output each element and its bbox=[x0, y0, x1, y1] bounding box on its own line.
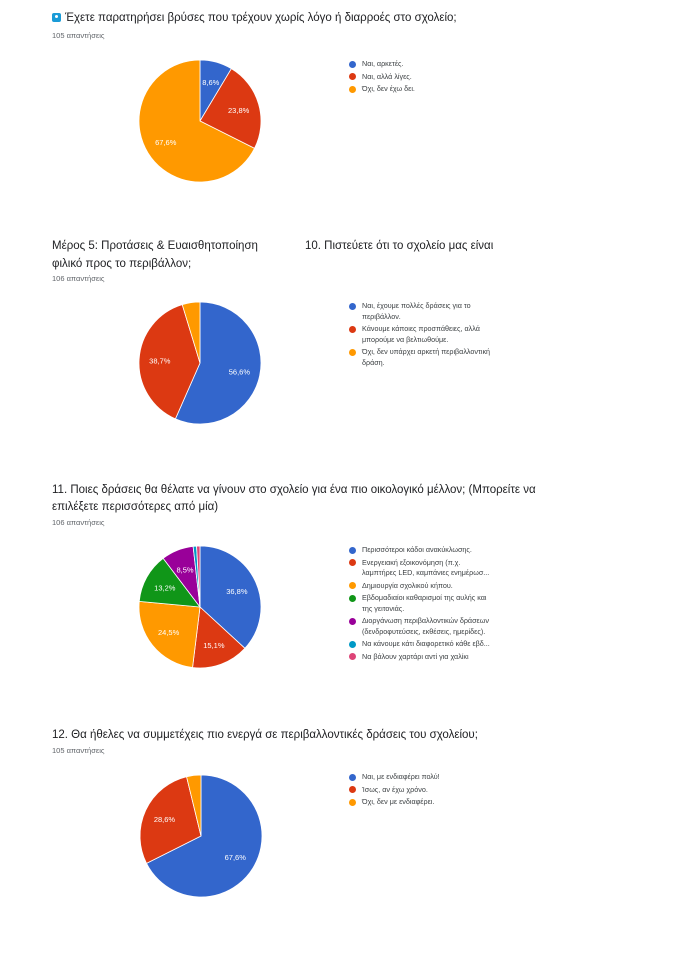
question-title-3a: 11. Ποιες δράσεις θα θέλατε να γίνουν στο σχολείο για ένα πιο οικολογικό μέλλον; (Μπορείτε να bbox=[52, 484, 536, 496]
legend-label: Ναι, αλλά λίγες. bbox=[362, 71, 412, 81]
question-title-2c: φιλικό προς το περιβάλλον; bbox=[52, 258, 192, 270]
legend-1 bbox=[349, 59, 549, 97]
response-count-4: 105 απαντήσεις bbox=[52, 746, 105, 755]
legend-item bbox=[349, 639, 549, 650]
slice-label: 67,6% bbox=[155, 138, 177, 148]
legend-dot-icon bbox=[349, 61, 356, 68]
slice-label: 67,6% bbox=[224, 853, 246, 863]
legend-dot-icon bbox=[349, 86, 356, 93]
legend-item bbox=[349, 347, 549, 368]
legend-item bbox=[349, 772, 549, 783]
slice-label: 15,1% bbox=[203, 640, 225, 650]
pie-chart-2 bbox=[139, 302, 261, 424]
legend-label: Εβδομαδιαίοι καθαρισμοί της αυλής και της γειτονιάς. bbox=[362, 593, 487, 613]
legend-dot-icon bbox=[349, 73, 356, 80]
pin-icon bbox=[52, 13, 61, 22]
legend-item bbox=[349, 785, 549, 796]
pie-chart-1 bbox=[139, 60, 261, 182]
legend-dot-icon bbox=[349, 618, 356, 625]
slice-label: 38,7% bbox=[149, 356, 171, 366]
legend-label: Ναι, έχουμε πολλές δράσεις για το περιβάλλον. bbox=[362, 301, 471, 321]
legend-dot-icon bbox=[349, 559, 356, 566]
legend-dot-icon bbox=[349, 774, 356, 781]
question-title-3b: επιλέξετε περισσότερες από μία) bbox=[52, 501, 219, 513]
legend-item bbox=[349, 581, 549, 592]
question-title-text: Έχετε παρατηρήσει βρύσες που τρέχουν χωρίς λόγο ή διαρροές στο σχολείο; bbox=[65, 12, 457, 24]
legend-dot-icon bbox=[349, 595, 356, 602]
question-title-4: 12. Θα ήθελες να συμμετέχεις πιο ενεργά σε περιβαλλοντικές δράσεις του σχολείου; bbox=[52, 729, 478, 741]
response-count-1: 105 απαντήσεις bbox=[52, 31, 105, 40]
legend-dot-icon bbox=[349, 326, 356, 333]
legend-label: Όχι, δεν έχω δει. bbox=[362, 84, 415, 93]
slice-label: 8,5% bbox=[176, 565, 194, 575]
legend-dot-icon bbox=[349, 582, 356, 589]
legend-item bbox=[349, 558, 549, 579]
slice-label: 8,6% bbox=[202, 78, 220, 88]
legend-label: Διοργάνωση περιβαλλοντικών δράσεων (δενδροφυτεύσεις, εκθέσεις, ημερίδες). bbox=[362, 616, 489, 636]
slice-label: 56,6% bbox=[228, 367, 251, 377]
legend-label: Δημιουργία σχολικού κήπου. bbox=[362, 580, 453, 590]
legend-item bbox=[349, 545, 549, 556]
legend-label: Κάνουμε κάποιες προσπάθειες, αλλά μπορούμε να βελτιωθούμε. bbox=[362, 324, 480, 344]
legend-item bbox=[349, 324, 549, 345]
legend-2 bbox=[349, 301, 549, 370]
question-title-1 bbox=[52, 10, 457, 27]
legend-dot-icon bbox=[349, 641, 356, 648]
legend-4 bbox=[349, 772, 549, 810]
legend-item bbox=[349, 652, 549, 663]
legend-dot-icon bbox=[349, 547, 356, 554]
slice-label: 36,8% bbox=[226, 586, 248, 596]
legend-dot-icon bbox=[349, 786, 356, 793]
legend-label: Όχι, δεν υπάρχει αρκετή περιβαλλοντική δράση. bbox=[362, 347, 491, 367]
legend-item bbox=[349, 616, 549, 637]
legend-label: Ναι, αρκετές. bbox=[362, 59, 404, 68]
legend-dot-icon bbox=[349, 653, 356, 660]
pie-chart-3 bbox=[139, 546, 261, 668]
legend-label: Ενεργειακή εξοικονόμηση (π.χ. λαμπτήρες LED, καμπάνιες ενημέρωσ... bbox=[362, 557, 490, 577]
slice-label: 24,5% bbox=[157, 628, 180, 638]
response-count-2: 106 απαντήσεις bbox=[52, 274, 105, 283]
legend-item bbox=[349, 593, 549, 614]
legend-label: Περισσότεροι κάδοι ανακύκλωσης. bbox=[362, 545, 472, 554]
legend-dot-icon bbox=[349, 303, 356, 310]
slice-label: 23,8% bbox=[228, 105, 250, 115]
legend-label: Ίσως, αν έχω χρόνο. bbox=[362, 784, 428, 794]
legend-3 bbox=[349, 545, 549, 664]
legend-item bbox=[349, 59, 549, 70]
legend-label: Όχι, δεν με ενδιαφέρει. bbox=[362, 797, 435, 806]
slice-label: 13,2% bbox=[154, 583, 176, 593]
legend-label: Να βάλουν χαρτάρι αντί για χαλίκι bbox=[362, 651, 469, 661]
response-count-3: 106 απαντήσεις bbox=[52, 518, 105, 527]
legend-item bbox=[349, 84, 549, 95]
pie-chart-4 bbox=[140, 775, 262, 897]
slice-label: 28,6% bbox=[153, 815, 176, 825]
legend-label: Να κάνουμε κάτι διαφορετικό κάθε εβδ... bbox=[362, 639, 490, 648]
legend-item bbox=[349, 301, 549, 322]
legend-label: Ναι, με ενδιαφέρει πολύ! bbox=[362, 772, 440, 781]
question-title-2a: Μέρος 5: Προτάσεις & Ευαισθητοποίηση bbox=[52, 240, 258, 252]
legend-item bbox=[349, 797, 549, 808]
legend-dot-icon bbox=[349, 349, 356, 356]
legend-dot-icon bbox=[349, 799, 356, 806]
legend-item bbox=[349, 72, 549, 83]
question-title-2b: 10. Πιστεύετε ότι το σχολείο μας είναι bbox=[305, 240, 494, 252]
